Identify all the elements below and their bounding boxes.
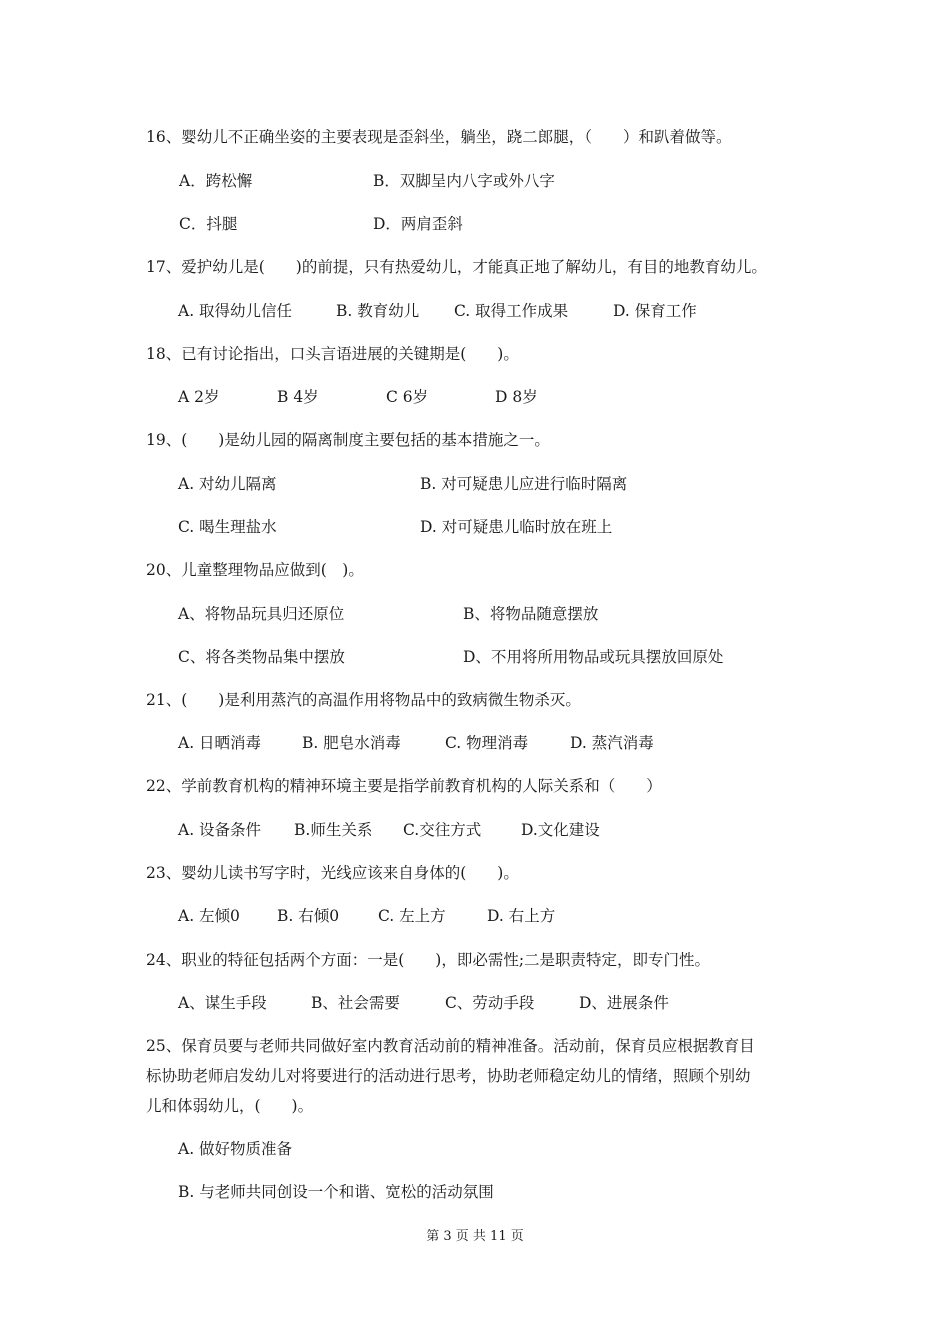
- question-18-option-c: C 6岁: [386, 388, 429, 406]
- question-25-stem-line-2: 标协助老师启发幼儿对将要进行的活动进行思考，协助老师稳定幼儿的情绪，照顾个别幼: [146, 1067, 751, 1085]
- question-24-option-c: C、劳动手段: [445, 994, 535, 1012]
- question-21-option-b: B. 肥皂水消毒: [302, 734, 401, 752]
- question-18-option-b: B 4岁: [277, 388, 319, 406]
- question-19-option-b: B. 对可疑患儿应进行临时隔离: [420, 475, 628, 493]
- question-19-option-a: A. 对幼儿隔离: [178, 475, 277, 493]
- question-23-option-a: A. 左倾0: [178, 907, 240, 925]
- question-24-stem: 24、职业的特征包括两个方面：一是( )，即必需性;二是职责特定，即专门性。: [146, 951, 711, 969]
- question-20-option-d: D、不用将所用物品或玩具摆放回原处: [463, 648, 724, 666]
- question-21-option-d: D. 蒸汽消毒: [570, 734, 654, 752]
- question-25-stem-line-3: 儿和体弱幼儿，( )。: [146, 1097, 314, 1115]
- question-17-option-d: D. 保育工作: [613, 302, 697, 320]
- question-17-option-a: A. 取得幼儿信任: [178, 302, 293, 320]
- question-21-option-c: C. 物理消毒: [445, 734, 529, 752]
- question-20-option-c: C、将各类物品集中摆放: [178, 648, 345, 666]
- question-19-option-c: C. 喝生理盐水: [178, 518, 277, 536]
- question-24-option-b: B、社会需要: [311, 994, 400, 1012]
- question-20-option-a: A、将物品玩具归还原位: [178, 605, 345, 623]
- question-25-stem-line-1: 25、保育员要与老师共同做好室内教育活动前的精神准备。活动前，保育员应根据教育目: [146, 1037, 755, 1055]
- question-16-option-b: B．双脚呈内八字或外八字: [373, 172, 555, 190]
- question-18-option-a: A 2岁: [178, 388, 220, 406]
- question-23-option-b: B. 右倾0: [277, 907, 340, 925]
- question-20-option-b: B、将物品随意摆放: [463, 605, 599, 623]
- question-23-stem: 23、婴幼儿读书写字时，光线应该来自身体的( )。: [146, 864, 519, 882]
- question-23-option-d: D. 右上方: [487, 907, 556, 925]
- question-21-stem: 21、( )是利用蒸汽的高温作用将物品中的致病微生物杀灭。: [146, 691, 581, 709]
- question-21-option-a: A. 日晒消毒: [178, 734, 262, 752]
- question-22-option-a: A. 设备条件: [178, 821, 262, 839]
- question-22-option-c: C.交往方式: [403, 821, 482, 839]
- question-24-option-a: A、谋生手段: [178, 994, 267, 1012]
- question-19-stem: 19、( )是幼儿园的隔离制度主要包括的基本措施之一。: [146, 431, 550, 449]
- question-17-option-c: C. 取得工作成果: [454, 302, 569, 320]
- question-22-option-b: B.师生关系: [294, 821, 373, 839]
- question-22-stem: 22、学前教育机构的精神环境主要是指学前教育机构的人际关系和（ ）: [146, 777, 662, 795]
- question-17-stem: 17、爱护幼儿是( )的前提，只有热爱幼儿，才能真正地了解幼儿，有目的地教育幼儿。: [146, 258, 767, 276]
- question-18-option-d: D 8岁: [495, 388, 538, 406]
- question-25-option-b: B. 与老师共同创设一个和谐、宽松的活动氛围: [178, 1183, 494, 1201]
- question-19-option-d: D. 对可疑患儿临时放在班上: [420, 518, 613, 536]
- question-16-option-a: A．跨松懈: [179, 172, 253, 190]
- question-25-option-a: A. 做好物质准备: [178, 1140, 293, 1158]
- question-16-stem: 16、婴幼儿不正确坐姿的主要表现是歪斜坐，躺坐，跷二郎腿，（ ）和趴着做等。: [146, 128, 732, 146]
- question-20-stem: 20、儿童整理物品应做到( )。: [146, 561, 364, 579]
- question-24-option-d: D、进展条件: [579, 994, 669, 1012]
- question-17-option-b: B. 教育幼儿: [336, 302, 420, 320]
- question-18-stem: 18、已有讨论指出，口头言语进展的关键期是( )。: [146, 345, 519, 363]
- question-23-option-c: C. 左上方: [378, 907, 446, 925]
- question-16-option-c: C．抖腿: [179, 215, 238, 233]
- question-16-option-d: D．两肩歪斜: [373, 215, 463, 233]
- page-footer: 第 3 页 共 11 页: [426, 1229, 524, 1244]
- question-22-option-d: D.文化建设: [521, 821, 600, 839]
